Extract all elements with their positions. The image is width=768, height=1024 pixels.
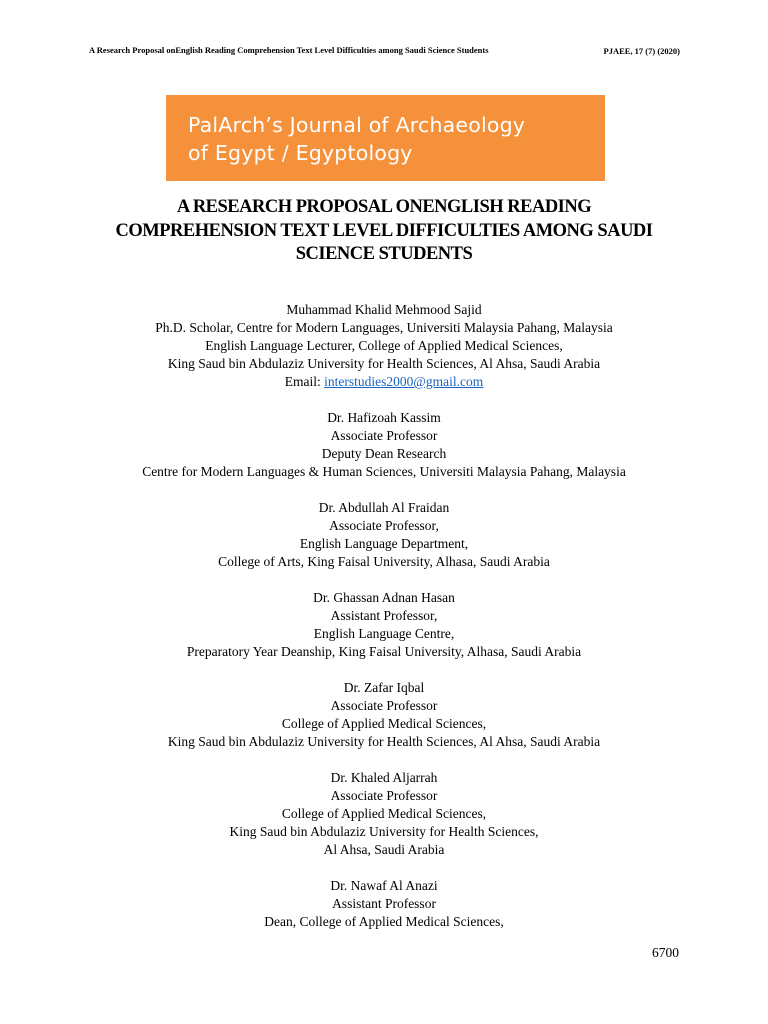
author-block	[40, 499, 728, 571]
author-name: Muhammad Khalid Mehmood Sajid	[286, 302, 482, 317]
author-affiliation-line: Associate Professor	[330, 788, 438, 803]
author-affiliation-line: English Language Department,	[299, 536, 469, 551]
author-affiliation-line: English Language Centre,	[313, 626, 455, 641]
author-name: Dr. Zafar Iqbal	[343, 680, 425, 695]
author-affiliation-line: College of Applied Medical Sciences,	[281, 716, 487, 731]
author-affiliation-line: Ph.D. Scholar, Centre for Modern Languages, Universiti Malaysia Pahang, Malaysia	[155, 320, 613, 335]
banner-line-1: PalArch’s Journal of Archaeology	[188, 113, 526, 137]
author-block	[40, 679, 728, 751]
author-email-line	[40, 373, 728, 391]
author-affiliation-line: English Language Lecturer, College of Applied Medical Sciences,	[205, 338, 563, 353]
banner-line-2: of Egypt / Egyptology	[188, 141, 413, 165]
title-line-1: A RESEARCH PROPOSAL ONENGLISH READING	[176, 197, 592, 217]
author-name: Dr. Khaled Aljarrah	[330, 770, 438, 785]
page-number: 6700	[652, 945, 679, 960]
author-affiliation-line: Associate Professor	[330, 698, 438, 713]
author-affiliation-line: Centre for Modern Languages & Human Sciences, Universiti Malaysia Pahang, Malaysia	[142, 464, 626, 479]
author-affiliation-line: Assistant Professor	[332, 896, 436, 911]
author-name: Dr. Nawaf Al Anazi	[330, 878, 438, 893]
author-block	[40, 769, 728, 859]
author-affiliation-line: Dean, College of Applied Medical Sciences,	[264, 914, 504, 929]
journal-banner	[166, 95, 605, 181]
author-block	[40, 589, 728, 661]
author-affiliation-line: King Saud bin Abdulaziz University for Health Sciences, Al Ahsa, Saudi Arabia	[167, 734, 601, 749]
author-name: Dr. Ghassan Adnan Hasan	[313, 590, 455, 605]
author-affiliation-line: College of Arts, King Faisal University, Alhasa, Saudi Arabia	[218, 554, 550, 569]
author-affiliation-line: Associate Professor	[330, 428, 438, 443]
author-block	[40, 301, 728, 391]
paper-title	[60, 196, 708, 267]
author-block	[40, 409, 728, 481]
author-affiliation-line: Preparatory Year Deanship, King Faisal University, Alhasa, Saudi Arabia	[186, 644, 582, 659]
title-line-2: COMPREHENSION TEXT LEVEL DIFFICULTIES AMONG SAUDI	[115, 220, 653, 241]
running-title: A Research Proposal onEnglish Reading Comprehension Text Level Difficulties among Saudi Science Students	[89, 45, 489, 55]
author-list	[40, 301, 728, 949]
author-affiliation-line: King Saud bin Abdulaziz University for Health Sciences,	[229, 824, 539, 839]
author-affiliation-line: Al Ahsa, Saudi Arabia	[323, 842, 445, 857]
author-affiliation-line: King Saud bin Abdulaziz University for Health Sciences, Al Ahsa, Saudi Arabia	[167, 356, 601, 371]
author-affiliation-line: Associate Professor,	[329, 518, 439, 533]
email-label: Email:	[284, 374, 325, 389]
author-name: Dr. Abdullah Al Fraidan	[318, 500, 450, 515]
title-line-3: SCIENCE STUDENTS	[295, 244, 473, 264]
author-block	[40, 877, 728, 931]
journal-reference: PJAEE, 17 (7) (2020)	[603, 46, 680, 56]
author-name: Dr. Hafizoah Kassim	[327, 410, 441, 425]
email-link[interactable]: interstudies2000@gmail.com	[324, 374, 484, 389]
author-affiliation-line: Assistant Professor,	[330, 608, 438, 623]
author-affiliation-line: Deputy Dean Research	[321, 446, 447, 461]
author-affiliation-line: College of Applied Medical Sciences,	[281, 806, 487, 821]
